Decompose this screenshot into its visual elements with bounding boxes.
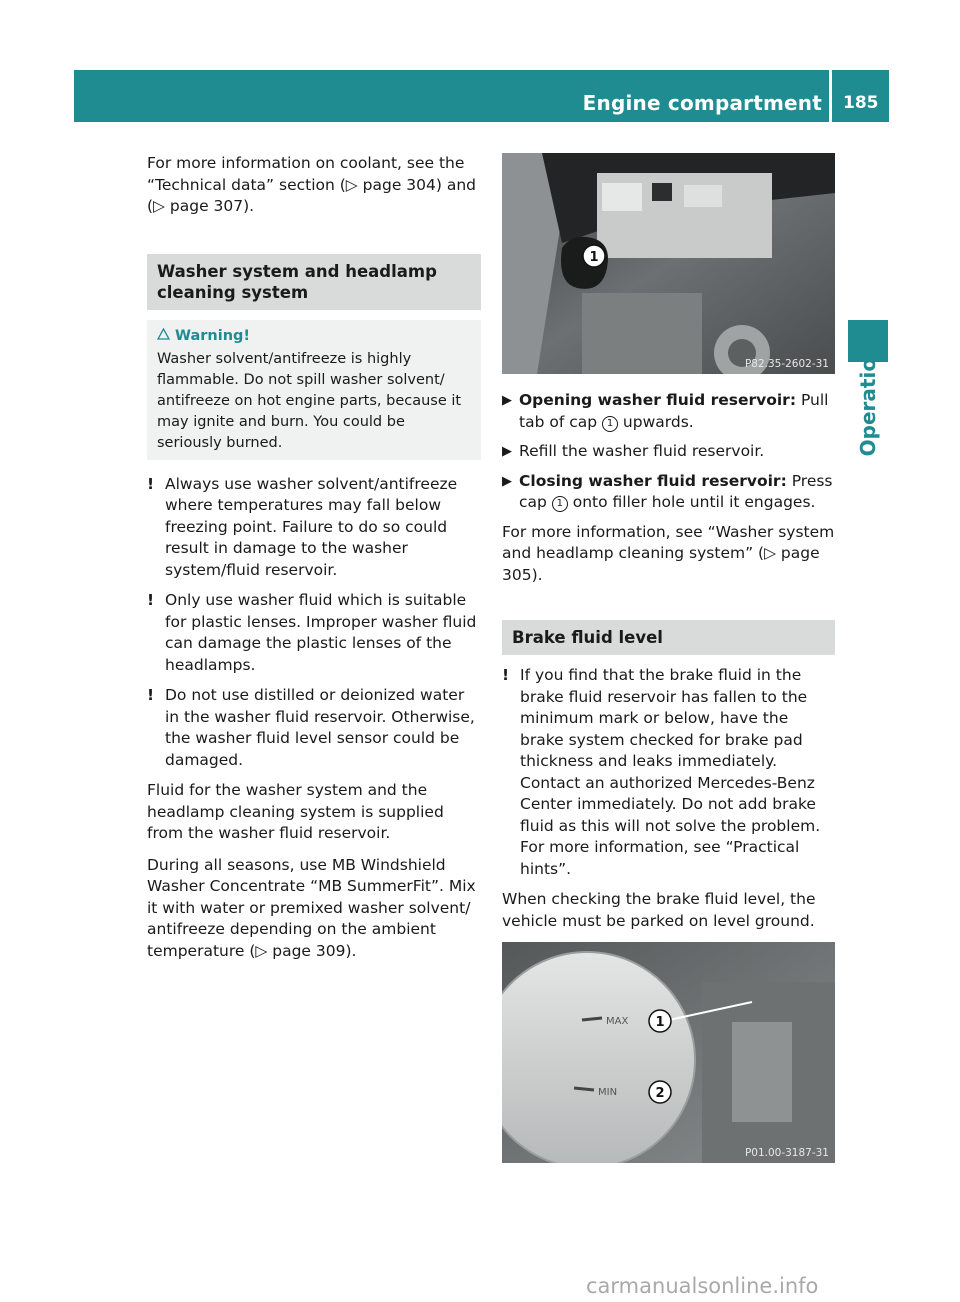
step-item	[502, 471, 835, 514]
step-label: Closing washer fluid reservoir:	[519, 471, 787, 490]
brake-level-text: When checking the brake fluid level, the vehicle must be parked on level ground.	[502, 890, 816, 930]
exclamation-icon: !	[147, 686, 155, 704]
step-text: upwards.	[618, 412, 694, 431]
note-item	[502, 665, 835, 880]
callout-number: 1	[655, 1015, 665, 1030]
note-text: If you find that the brake fluid in the brake fluid reservoir has fallen to the minimum mark or below, have the brake system checked for brake pad thickness and leaks immediately. Contact an authorized Mercedes-Benz Center immediately. Do not add brake fluid as this will not solve the problem. For more information, see “Practical hints”.	[520, 666, 821, 878]
note-item	[147, 590, 481, 676]
step-text: Press cap	[519, 471, 833, 511]
note-item	[147, 685, 481, 771]
step-item	[502, 390, 835, 433]
arrow-bullet-icon: ▶	[502, 473, 512, 489]
warning-triangle-icon	[157, 326, 175, 347]
brake-fluid-reservoir-photo	[502, 942, 835, 1163]
warning-text: Washer solvent/antifreeze is highly flammable. Do not spill washer solvent/ antifreeze on hot engine parts, because it may ignite and burn. You could be seriously burned.	[157, 350, 462, 451]
section-heading-washer: Washer system and headlamp cleaning system	[147, 254, 481, 310]
note-text: Only use washer fluid which is suitable for plastic lenses. Improper washer fluid can damage the plastic lenses of the headlamps.	[165, 591, 477, 674]
page-number: 185	[843, 93, 879, 113]
warning-title-row	[157, 326, 473, 347]
note-text: Do not use distilled or deionized water in the washer fluid reservoir. Otherwise, the washer fluid level sensor could be damaged.	[165, 686, 475, 769]
step-item	[502, 441, 835, 463]
callout-number: 1	[589, 250, 599, 265]
warning-title: Warning!	[175, 327, 251, 344]
step-text: onto filler hole until it engages.	[567, 493, 816, 511]
washer-reservoir-photo	[502, 153, 835, 374]
left-column	[147, 153, 481, 972]
step-label: Opening washer fluid reservoir:	[519, 391, 797, 409]
exclamation-icon: !	[147, 474, 155, 493]
right-column	[502, 153, 835, 1163]
watermark: carmanualsonline.info	[586, 1274, 819, 1298]
min-mark-label: MIN	[598, 1087, 618, 1098]
washer-concentrate-text: During all seasons, use MB Windshield Washer Concentrate “MB SummerFit”. Mix it with water or premixed washer solvent/ antifreeze depending on the ambient temperature (▷ page 309).	[147, 855, 476, 960]
exclamation-icon: !	[502, 666, 510, 684]
washer-fluid-supply-text: Fluid for the washer system and the headlamp cleaning system is supplied from the washer fluid reservoir.	[147, 781, 444, 842]
section-heading-brake: Brake fluid level	[502, 620, 835, 655]
step-text: Pull tab of cap	[519, 391, 829, 431]
step-text: Refill the washer fluid reservoir.	[519, 442, 765, 460]
side-section-label: Operation	[856, 343, 880, 457]
note-item	[147, 474, 481, 582]
callout-ref: 1	[552, 496, 568, 512]
header-divider	[829, 70, 832, 122]
callout-number: 2	[655, 1086, 665, 1101]
callout-ref: 1	[602, 416, 618, 432]
washer-info-text: For more information, see “Washer system and headlamp cleaning system” (▷ page 305).	[502, 522, 835, 584]
photo-code: P82.35-2602-31	[744, 358, 829, 370]
arrow-bullet-icon: ▶	[502, 444, 512, 459]
coolant-intro: For more information on coolant, see the “Technical data” section (▷ page 304) and (▷ page 307).	[147, 154, 477, 215]
photo-code: P01.00-3187-31	[744, 1147, 829, 1159]
note-text: Always use washer solvent/antifreeze where temperatures may fall below freezing point. Failure to do so could result in damage to the washer system/fluid reservoir.	[165, 474, 458, 579]
exclamation-icon: !	[147, 591, 155, 609]
arrow-bullet-icon: ▶	[502, 393, 512, 408]
warning-box	[147, 320, 481, 460]
max-mark-label: MAX	[606, 1016, 629, 1027]
page-title: Engine compartment	[582, 91, 822, 115]
